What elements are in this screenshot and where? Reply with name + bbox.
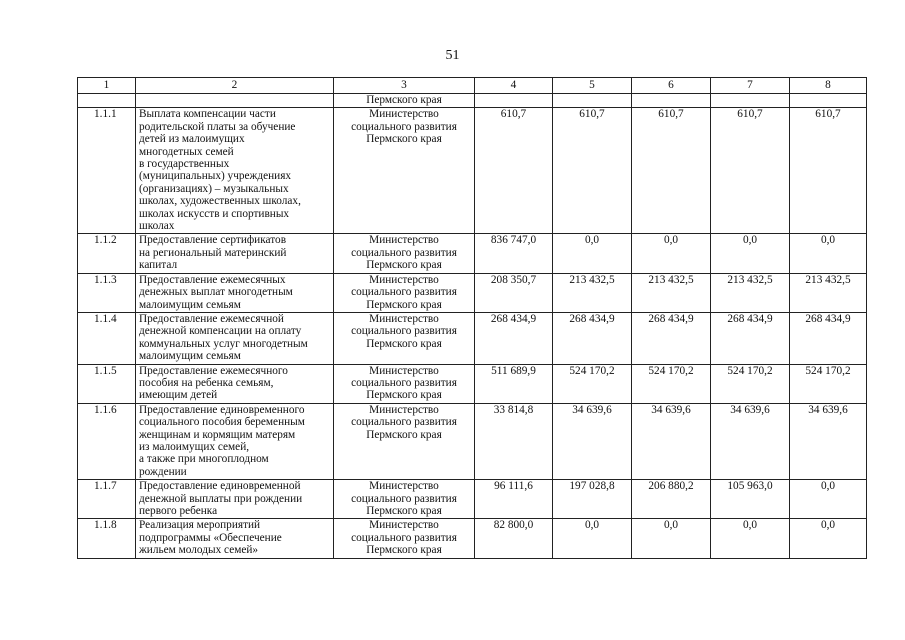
table-row [78, 234, 867, 273]
measure-name-line: (муниципальных) учреждениях [139, 170, 292, 183]
row-number-cell: 1.1.2 [78, 234, 136, 273]
measure-name-cell [136, 312, 334, 364]
value-cell: 0,0 [790, 234, 867, 273]
measure-name-line: Выплата компенсации части [139, 108, 276, 121]
executor-line: Министерство [369, 108, 439, 121]
executor-line: Пермского края [366, 544, 442, 557]
executor-cell [334, 234, 475, 273]
value-cell: 0,0 [711, 519, 790, 558]
table-row [78, 312, 867, 364]
value-cell: 0,0 [553, 519, 632, 558]
continuation-row [78, 94, 867, 108]
value-cell: 511 689,9 [475, 364, 553, 403]
value-cell: 34 639,6 [553, 403, 632, 479]
table-body [78, 78, 867, 559]
measure-name-line: коммунальных услуг многодетным [139, 337, 308, 350]
executor-line: Пермского края [366, 298, 442, 311]
measure-name-line: школах искусств и спортивных [139, 207, 290, 220]
executor-line: социального развития [351, 416, 457, 429]
executor-line: Пермского края [366, 389, 442, 402]
measure-name-cell [136, 364, 334, 403]
measure-name-line: денежных выплат многодетным [139, 286, 293, 299]
measure-name-line: женщинам и кормящим матерям [139, 428, 296, 441]
value-cell: 610,7 [711, 108, 790, 234]
value-cell: 268 434,9 [475, 312, 553, 364]
measure-name-line: малоимущим семьям [139, 298, 241, 311]
measure-name-line: социального пособия беременным [139, 416, 305, 429]
table-row [78, 108, 867, 234]
executor-line: Пермского края [366, 428, 442, 441]
measure-name-line: а также при многоплодном [139, 453, 269, 466]
measure-name-cell [136, 403, 334, 479]
value-cell: 524 170,2 [632, 364, 711, 403]
value-cell: 105 963,0 [711, 480, 790, 519]
executor-line: социального развития [351, 246, 457, 259]
value-cell: 524 170,2 [553, 364, 632, 403]
executor-cell: Пермского края [334, 94, 475, 108]
value-cell: 197 028,8 [553, 480, 632, 519]
executor-line: Пермского края [366, 133, 442, 146]
value-cell [632, 94, 711, 108]
executor-cell [334, 403, 475, 479]
value-cell: 268 434,9 [790, 312, 867, 364]
executor-cell [334, 364, 475, 403]
column-number-cell: 5 [553, 78, 632, 94]
executor-line: социального развития [351, 531, 457, 544]
value-cell: 268 434,9 [553, 312, 632, 364]
value-cell: 213 432,5 [553, 273, 632, 312]
row-number-cell: 1.1.6 [78, 403, 136, 479]
value-cell: 0,0 [711, 234, 790, 273]
value-cell: 206 880,2 [632, 480, 711, 519]
table-row [78, 403, 867, 479]
value-cell: 82 800,0 [475, 519, 553, 558]
value-cell: 610,7 [475, 108, 553, 234]
table-row [78, 480, 867, 519]
executor-line: Министерство [369, 364, 439, 377]
row-number-cell: 1.1.4 [78, 312, 136, 364]
measure-name-line: школах, художественных школах, [139, 195, 301, 208]
column-number-header-row [78, 78, 867, 94]
value-cell [475, 94, 553, 108]
measure-name-line: Реализация мероприятий [139, 519, 261, 532]
value-cell: 34 639,6 [711, 403, 790, 479]
table-row [78, 273, 867, 312]
measure-name-line: пособия на ребенка семьям, [139, 376, 274, 389]
row-number-cell: 1.1.1 [78, 108, 136, 234]
executor-cell [334, 312, 475, 364]
measure-name-cell [136, 108, 334, 234]
table-row [78, 364, 867, 403]
value-cell: 33 814,8 [475, 403, 553, 479]
executor-line: Министерство [369, 480, 439, 493]
executor-line: Пермского края [366, 259, 442, 272]
column-number-cell: 3 [334, 78, 475, 94]
value-cell: 610,7 [553, 108, 632, 234]
measure-name-line: жильем молодых семей» [139, 544, 259, 557]
value-cell: 34 639,6 [632, 403, 711, 479]
executor-cell [334, 273, 475, 312]
executor-cell [334, 480, 475, 519]
executor-line: социального развития [351, 492, 457, 505]
executor-line: Министерство [369, 403, 439, 416]
row-number-cell: 1.1.5 [78, 364, 136, 403]
executor-line: Министерство [369, 519, 439, 532]
column-number-cell: 2 [136, 78, 334, 94]
measure-name-line: малоимущим семьям [139, 350, 241, 363]
value-cell: 0,0 [790, 480, 867, 519]
value-cell: 524 170,2 [711, 364, 790, 403]
value-cell: 34 639,6 [790, 403, 867, 479]
value-cell [711, 94, 790, 108]
measure-name-line: Предоставление единовременной [139, 480, 301, 493]
value-cell: 610,7 [790, 108, 867, 234]
column-number-cell: 4 [475, 78, 553, 94]
measure-name-line: денежной компенсации на оплату [139, 325, 302, 338]
value-cell [553, 94, 632, 108]
measure-name-cell [136, 480, 334, 519]
page-number: 51 [445, 48, 460, 63]
column-number-cell: 6 [632, 78, 711, 94]
executor-line: социального развития [351, 286, 457, 299]
executor-line: Министерство [369, 234, 439, 247]
value-cell: 524 170,2 [790, 364, 867, 403]
measure-name-line: рождении [139, 465, 187, 478]
measure-name-line: денежной выплаты при рождении [139, 492, 303, 505]
executor-line: социального развития [351, 376, 457, 389]
row-number-cell: 1.1.7 [78, 480, 136, 519]
value-cell: 836 747,0 [475, 234, 553, 273]
measure-name-line: Предоставление единовременного [139, 403, 305, 416]
measure-name-line: в государственных [139, 158, 230, 171]
measure-name-line: Предоставление сертификатов [139, 234, 287, 247]
measure-name-cell [136, 234, 334, 273]
measure-name-line: детей из малоимущих [139, 133, 245, 146]
row-number-cell: 1.1.3 [78, 273, 136, 312]
value-cell [790, 94, 867, 108]
measure-name-line: из малоимущих семей, [139, 440, 250, 453]
budget-table [77, 77, 867, 559]
row-number-cell [78, 94, 136, 108]
value-cell: 0,0 [632, 519, 711, 558]
measure-name-line: многодетных семей [139, 145, 234, 158]
measure-name-line: родительской платы за обучение [139, 120, 296, 133]
measure-name-cell [136, 273, 334, 312]
executor-line: социального развития [351, 325, 457, 338]
measure-name-line: школах [139, 220, 175, 233]
column-number-cell: 8 [790, 78, 867, 94]
column-number-cell: 7 [711, 78, 790, 94]
value-cell: 610,7 [632, 108, 711, 234]
value-cell: 0,0 [632, 234, 711, 273]
measure-name-line: на региональный материнский [139, 246, 287, 259]
value-cell: 213 432,5 [790, 273, 867, 312]
measure-name-line: Предоставление ежемесячной [139, 312, 284, 325]
measure-name-line: Предоставление ежемесячных [139, 273, 286, 286]
value-cell: 213 432,5 [711, 273, 790, 312]
measure-name-line: подпрограммы «Обеспечение [139, 531, 282, 544]
executor-line: Министерство [369, 312, 439, 325]
column-number-cell: 1 [78, 78, 136, 94]
value-cell: 96 111,6 [475, 480, 553, 519]
measure-name-line: первого ребенка [139, 505, 218, 517]
measure-name-line: Предоставление ежемесячного [139, 364, 288, 377]
executor-cell [334, 519, 475, 558]
value-cell: 268 434,9 [632, 312, 711, 364]
value-cell: 268 434,9 [711, 312, 790, 364]
value-cell: 208 350,7 [475, 273, 553, 312]
value-cell: 213 432,5 [632, 273, 711, 312]
executor-line: Пермского края [366, 337, 442, 350]
executor-line: Министерство [369, 273, 439, 286]
measure-name-line: имеющим детей [139, 389, 218, 402]
measure-name-line: капитал [139, 259, 178, 272]
measure-name-line: (организациях) – музыкальных [139, 182, 289, 195]
executor-line: Пермского края [366, 505, 442, 517]
row-number-cell: 1.1.8 [78, 519, 136, 558]
table-row [78, 519, 867, 558]
value-cell: 0,0 [790, 519, 867, 558]
executor-line: социального развития [351, 120, 457, 133]
measure-name-cell [136, 94, 334, 108]
measure-name-cell [136, 519, 334, 558]
value-cell: 0,0 [553, 234, 632, 273]
executor-cell [334, 108, 475, 234]
